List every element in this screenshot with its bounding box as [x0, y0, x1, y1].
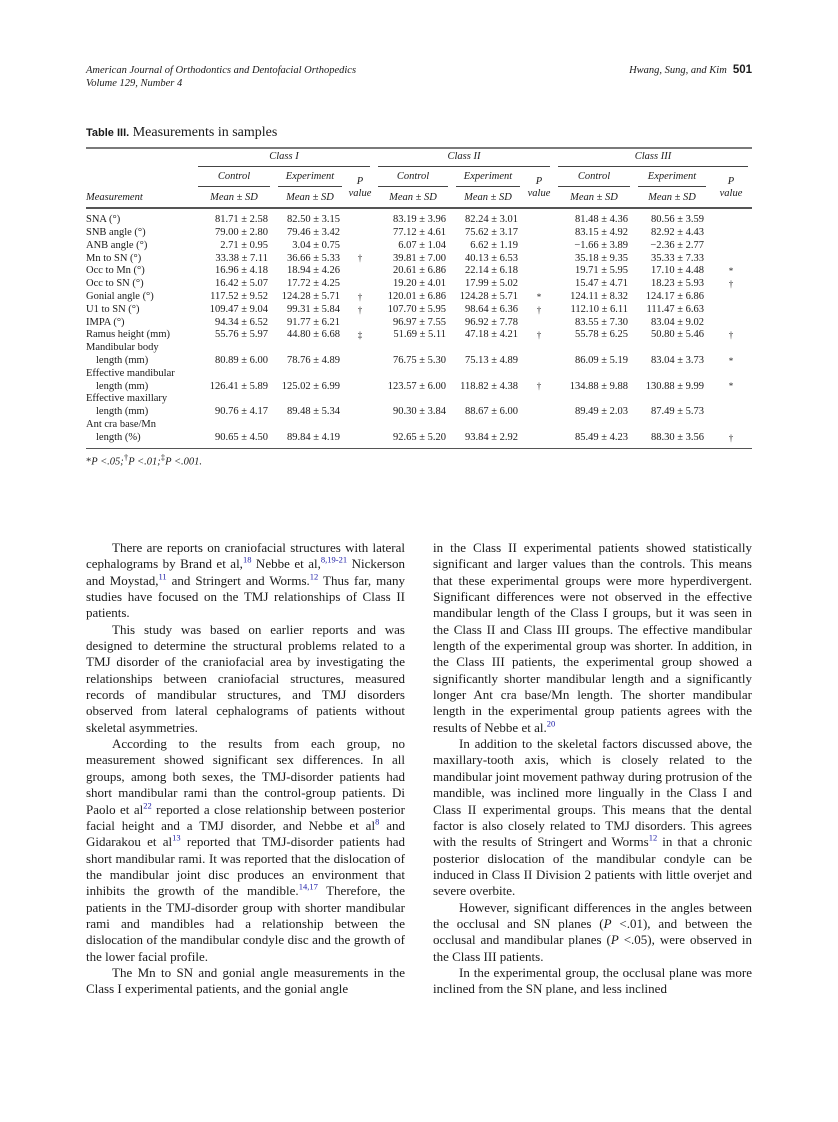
reference-link[interactable]: 18 — [242, 555, 252, 566]
experiment-mean-sd: 82.24 ± 3.01 — [464, 214, 518, 226]
header-class-2: Class II — [378, 151, 550, 167]
page-number: 501 — [732, 64, 752, 76]
p-value-marker — [710, 291, 752, 304]
table-row-label-line — [86, 419, 752, 432]
p-value-marker — [346, 214, 374, 227]
control-mean-sd: 124.11 ± 8.32 — [570, 290, 628, 302]
p-value-marker — [346, 278, 374, 291]
measurement-label: Mandibular body — [86, 342, 159, 354]
table-bottom-rule — [86, 448, 752, 449]
experiment-mean-sd: 111.47 ± 6.63 — [646, 303, 704, 315]
experiment-mean-sd: 80.56 ± 3.59 — [650, 214, 704, 226]
p-value-marker: * — [728, 355, 734, 366]
control-mean-sd: 112.10 ± 6.11 — [570, 303, 628, 315]
p-value-marker — [346, 406, 374, 419]
header-meansd: Mean ± SD — [648, 191, 696, 203]
experiment-mean-sd: 118.82 ± 4.38 — [460, 380, 518, 392]
p-value-marker — [346, 355, 374, 368]
p-value-marker: † — [536, 330, 542, 341]
table-title: Measurements in samples — [132, 125, 278, 140]
control-mean-sd: 109.47 ± 9.04 — [209, 303, 268, 315]
control-mean-sd: 55.76 ± 5.97 — [214, 329, 268, 341]
reference-link[interactable]: 12 — [309, 571, 319, 582]
table-caption — [86, 125, 277, 141]
paragraph: in the Class II experimental patients showed statistically significant and larger values than the controls. This means that these experimental groups were more hyperdivergent. Significant differences were not observed in the effective mandibular length of the Class I groups, but it was seen in the Class II and Class III groups. The effective mandibular length of the experimental group was shorter. In addition, in the Class III patients, the experimental group showed a significantly shorter mandibular length and a significantly longer Ant cra base/Mn length. The shorter mandibular length in the experimental group patients agrees with the results of Nebbe et al.$^{20}$ — [433, 540, 752, 735]
header-experiment-3: Experiment — [638, 171, 706, 187]
p-value-marker — [710, 227, 752, 240]
experiment-mean-sd: 125.02 ± 6.99 — [281, 380, 340, 392]
experiment-mean-sd: 17.10 ± 4.48 — [650, 265, 704, 277]
paragraph: In addition to the skeletal factors discussed above, the maxillary-tooth axis, which is closely related to the mandibular joint movement pathway during protrusion of the mandible, was inclined more lingually in the Class I and Class II experimental groups. This means that the dental factor is also closely related to TMJ disorders. This agrees with the results of Stringert and Worms$^{12}$ in that a chronic posterior dislocation of the mandibular condyle can be induced in Class II Division 2 patients with little overjet and severe overbite. — [433, 736, 752, 899]
control-mean-sd: 80.89 ± 6.00 — [214, 354, 268, 366]
measurement-label: length (mm) — [96, 354, 149, 366]
control-mean-sd: 107.70 ± 5.95 — [387, 303, 446, 315]
header-meansd: Mean ± SD — [210, 191, 258, 203]
header-class-1: Class I — [198, 151, 370, 167]
control-mean-sd: 90.65 ± 4.50 — [214, 431, 268, 443]
experiment-mean-sd: 79.46 ± 3.42 — [286, 226, 340, 238]
p-value-marker — [710, 316, 752, 329]
body-column-right — [433, 540, 752, 998]
p-value-marker — [524, 265, 554, 278]
measurement-label: Mn to SN (°) — [86, 252, 142, 264]
header-row-group — [86, 169, 752, 189]
p-value-marker — [524, 355, 554, 368]
control-mean-sd: 2.71 ± 0.95 — [220, 239, 268, 251]
table-row — [86, 380, 752, 393]
p-value-marker — [346, 380, 374, 393]
control-mean-sd: 20.61 ± 6.86 — [392, 265, 446, 277]
table-label: Table III. — [86, 127, 130, 139]
table-row — [86, 278, 752, 291]
measurement-label: SNA (°) — [86, 214, 121, 226]
experiment-mean-sd: 50.80 ± 5.46 — [650, 329, 704, 341]
running-head-right — [629, 64, 752, 77]
measurement-label: Effective mandibular — [86, 367, 175, 379]
experiment-mean-sd: 124.17 ± 6.86 — [645, 290, 704, 302]
control-mean-sd: 35.18 ± 9.35 — [574, 252, 628, 264]
reference-link[interactable]: 22 — [143, 800, 152, 811]
experiment-mean-sd: −2.36 ± 2.77 — [650, 239, 704, 251]
header-meansd: Mean ± SD — [286, 191, 334, 203]
table-row — [86, 355, 752, 368]
control-mean-sd: 16.96 ± 4.18 — [214, 265, 268, 277]
measurement-label: Effective maxillary — [86, 393, 168, 405]
p-value-marker — [524, 252, 554, 265]
control-mean-sd: 33.38 ± 7.11 — [215, 252, 268, 264]
measurement-label: Ramus height (mm) — [86, 329, 170, 341]
control-mean-sd: 126.41 ± 5.89 — [209, 380, 268, 392]
journal-name: American Journal of Orthodontics and Dentofacial Orthopedics — [86, 65, 357, 76]
table-row — [86, 291, 752, 304]
header-control-3: Control — [558, 171, 630, 187]
p-value-marker — [524, 406, 554, 419]
control-mean-sd: 81.71 ± 2.58 — [214, 214, 268, 226]
experiment-mean-sd: 96.92 ± 7.78 — [464, 316, 518, 328]
experiment-mean-sd: 36.66 ± 5.33 — [286, 252, 340, 264]
control-mean-sd: 16.42 ± 5.07 — [214, 278, 268, 290]
paragraph: According to the results from each group, no measurement showed significant sex differences. In all groups, among both sexes, the TMJ-disorder patients had short mandibular rami than the control-group patients. Di Paolo et al$^{22}$ reported a close relationship between posterior facial height and a TMJ disorder, and Nebbe et al$^8$ and Gidarakou et al$^{13}$ reported that TMJ-disorder patients had short mandibular rami. It was reported that the dislocation of the mandibular joint disc produces an environment that inhibits the growth of the mandible.$^{14,17}$ Therefore, the patients in the TMJ-disorder group with shorter mandibular rami and mandibles had a relationship between the dislocation of the mandibular condyle disc and the growth of the lower facial profile. — [86, 736, 405, 964]
p-value-marker — [710, 240, 752, 253]
paragraph: There are reports on craniofacial structures with lateral cephalograms by Brand et al,$^{18}$ Nebbe et al,$^{8,19-21}$ Nickerson and Moystad,$^{11}$ and Stringert and Worms.$^{12}$ Thus far, many studies have focused on the TMJ relationships of Class II patients. — [86, 540, 405, 621]
table-row-label-line — [86, 342, 752, 355]
control-mean-sd: 51.69 ± 5.11 — [393, 329, 446, 341]
p-value-marker — [710, 304, 752, 317]
table-row — [86, 240, 752, 253]
header-control-1: Control — [198, 171, 270, 187]
reference-link[interactable]: 13 — [172, 832, 181, 843]
reference-link[interactable]: 14,17 — [298, 881, 318, 892]
p-value-marker — [346, 316, 374, 329]
control-mean-sd: 79.00 ± 2.80 — [214, 226, 268, 238]
table-row — [86, 406, 752, 419]
header-p-1a: P — [356, 175, 364, 187]
control-mean-sd: −1.66 ± 3.89 — [574, 239, 628, 251]
control-mean-sd: 39.81 ± 7.00 — [392, 252, 446, 264]
header-p-1b: value — [348, 188, 372, 199]
table-row — [86, 432, 752, 445]
experiment-mean-sd: 87.49 ± 5.73 — [650, 406, 704, 418]
control-mean-sd: 83.15 ± 4.92 — [574, 226, 628, 238]
table-row — [86, 252, 752, 265]
p-value-marker: † — [357, 304, 363, 315]
table-row-label-line — [86, 368, 752, 381]
data-table — [86, 149, 752, 444]
experiment-mean-sd: 83.04 ± 9.02 — [650, 316, 704, 328]
measurement-label: length (mm) — [96, 406, 149, 418]
experiment-mean-sd: 124.28 ± 5.71 — [459, 290, 518, 302]
p-value-marker — [346, 432, 374, 445]
p-value-marker: † — [728, 432, 734, 443]
experiment-mean-sd: 40.13 ± 6.53 — [464, 252, 518, 264]
table-row — [86, 304, 752, 317]
paragraph: This study was based on earlier reports and was designed to determine the structural problems related to a TMJ disorder of the craniofacial area by investigating the relationships between craniofacial structures, measured records of mandibular structures, and TMJ disorders observed from lateral cephalograms of patients without skeletal asymmetries. — [86, 621, 405, 735]
table-row — [86, 227, 752, 240]
header-experiment-2: Experiment — [456, 171, 520, 187]
control-mean-sd: 96.97 ± 7.55 — [392, 316, 446, 328]
p-value-marker — [524, 316, 554, 329]
experiment-mean-sd: 124.28 ± 5.71 — [281, 290, 340, 302]
experiment-mean-sd: 22.14 ± 6.18 — [464, 265, 518, 277]
experiment-mean-sd: 3.04 ± 0.75 — [292, 239, 340, 251]
experiment-mean-sd: 91.77 ± 6.21 — [286, 316, 340, 328]
header-p-2b: value — [527, 188, 551, 199]
control-mean-sd: 76.75 ± 5.30 — [392, 354, 446, 366]
experiment-mean-sd: 89.84 ± 4.19 — [286, 431, 340, 443]
p-value-marker — [524, 214, 554, 227]
measurement-label: length (mm) — [96, 380, 149, 392]
control-mean-sd: 89.49 ± 2.03 — [574, 406, 628, 418]
experiment-mean-sd: 93.84 ± 2.92 — [464, 431, 518, 443]
p-value-marker — [346, 265, 374, 278]
control-mean-sd: 92.65 ± 5.20 — [392, 431, 446, 443]
experiment-mean-sd: 44.80 ± 6.68 — [286, 329, 340, 341]
control-mean-sd: 86.09 ± 5.19 — [574, 354, 628, 366]
p-value-marker: † — [728, 278, 734, 289]
control-mean-sd: 85.49 ± 4.23 — [574, 431, 628, 443]
measurement-label: Ant cra base/Mn — [86, 418, 156, 430]
p-value-marker: ‡ — [357, 330, 363, 341]
reference-link[interactable]: 20 — [546, 718, 556, 729]
experiment-mean-sd: 83.04 ± 3.73 — [650, 354, 704, 366]
experiment-mean-sd: 18.23 ± 5.93 — [650, 278, 704, 290]
experiment-mean-sd: 47.18 ± 4.21 — [464, 329, 518, 341]
experiment-mean-sd: 89.48 ± 5.34 — [286, 406, 340, 418]
control-mean-sd: 77.12 ± 4.61 — [392, 226, 446, 238]
control-mean-sd: 15.47 ± 4.71 — [574, 278, 628, 290]
control-mean-sd: 123.57 ± 6.00 — [387, 380, 446, 392]
experiment-mean-sd: 75.62 ± 3.17 — [464, 226, 518, 238]
reference-link[interactable]: 11 — [158, 571, 167, 582]
experiment-mean-sd: 98.64 ± 6.36 — [464, 303, 518, 315]
table-row — [86, 316, 752, 329]
control-mean-sd: 19.20 ± 4.01 — [392, 278, 446, 290]
p-value-marker: † — [536, 381, 542, 392]
control-mean-sd: 81.48 ± 4.36 — [574, 214, 628, 226]
p-value-marker — [346, 240, 374, 253]
p-value-marker — [524, 227, 554, 240]
p-value-marker — [710, 252, 752, 265]
header-p-2a: P — [535, 175, 543, 187]
experiment-mean-sd: 35.33 ± 7.33 — [650, 252, 704, 264]
body-column-left — [86, 540, 405, 998]
table-row-label-line — [86, 393, 752, 406]
control-mean-sd: 6.07 ± 1.04 — [398, 239, 446, 251]
journal-volume: Volume 129, Number 4 — [86, 78, 183, 89]
header-row-meansd — [86, 189, 752, 207]
control-mean-sd: 120.01 ± 6.86 — [387, 290, 446, 302]
p-value-marker: † — [357, 253, 363, 264]
measurement-label: Occ to Mn (°) — [86, 265, 145, 277]
paragraph: In the experimental group, the occlusal plane was more inclined from the SN plane, and less inclined — [433, 964, 752, 997]
p-value-marker: † — [728, 330, 734, 341]
measurement-label: U1 to SN (°) — [86, 303, 140, 315]
control-mean-sd: 55.78 ± 6.25 — [574, 329, 628, 341]
measurement-label: Gonial angle (°) — [86, 290, 154, 302]
measurements-table — [86, 147, 752, 468]
experiment-mean-sd: 78.76 ± 4.89 — [286, 354, 340, 366]
measurement-label: SNB angle (°) — [86, 226, 146, 238]
p-value-marker: * — [536, 291, 542, 302]
p-value-marker — [710, 406, 752, 419]
header-p-3a: P — [727, 175, 735, 187]
measurement-label: ANB angle (°) — [86, 239, 148, 251]
header-class-3: Class III — [558, 151, 748, 167]
p-value-marker — [346, 227, 374, 240]
p-value-marker — [524, 240, 554, 253]
experiment-mean-sd: 82.92 ± 4.43 — [650, 226, 704, 238]
control-mean-sd: 90.30 ± 3.84 — [392, 406, 446, 418]
reference-link[interactable]: 12 — [648, 832, 658, 843]
table-footnote: *P <.05;†P <.01;‡P <.001. — [86, 452, 203, 468]
reference-link[interactable]: 8 — [375, 816, 380, 827]
experiment-mean-sd: 17.99 ± 5.02 — [464, 278, 518, 290]
p-value-marker — [710, 214, 752, 227]
p-value-marker: † — [536, 304, 542, 315]
running-head-left — [86, 64, 356, 90]
p-value-marker: * — [728, 381, 734, 392]
experiment-mean-sd: 88.30 ± 3.56 — [650, 431, 704, 443]
control-mean-sd: 94.34 ± 6.52 — [214, 316, 268, 328]
table-row — [86, 214, 752, 227]
experiment-mean-sd: 6.62 ± 1.19 — [470, 239, 518, 251]
control-mean-sd: 134.88 ± 9.88 — [569, 380, 628, 392]
experiment-mean-sd: 75.13 ± 4.89 — [464, 354, 518, 366]
paragraph: The Mn to SN and gonial angle measurements in the Class I experimental patients, and the gonial angle — [86, 964, 405, 997]
control-mean-sd: 83.55 ± 7.30 — [574, 316, 628, 328]
experiment-mean-sd: 130.88 ± 9.99 — [645, 380, 704, 392]
paragraph: However, significant differences in the angles between the occlusal and SN planes (P <.01), and between the occlusal and mandibular planes (P <.05), were observed in the Class III patients. — [433, 899, 753, 964]
control-mean-sd: 19.71 ± 5.95 — [574, 265, 628, 277]
authors: Hwang, Sung, and Kim — [629, 65, 727, 76]
header-row-class — [86, 149, 752, 169]
experiment-mean-sd: 18.94 ± 4.26 — [286, 265, 340, 277]
header-meansd: Mean ± SD — [464, 191, 512, 203]
control-mean-sd: 83.19 ± 3.96 — [392, 214, 446, 226]
p-value-marker: * — [728, 266, 734, 277]
header-experiment-1: Experiment — [278, 171, 342, 187]
measurement-label: length (%) — [96, 431, 141, 443]
control-mean-sd: 90.76 ± 4.17 — [214, 406, 268, 418]
p-value-marker — [524, 278, 554, 291]
reference-link[interactable]: 8,19-21 — [320, 555, 348, 566]
control-mean-sd: 117.52 ± 9.52 — [210, 290, 268, 302]
measurement-label: IMPA (°) — [86, 316, 125, 328]
measurement-label: Occ to SN (°) — [86, 278, 144, 290]
header-meansd: Mean ± SD — [389, 191, 437, 203]
experiment-mean-sd: 82.50 ± 3.15 — [286, 214, 340, 226]
p-value-marker — [524, 432, 554, 445]
table-body — [86, 214, 752, 444]
header-meansd: Mean ± SD — [570, 191, 618, 203]
experiment-mean-sd: 88.67 ± 6.00 — [464, 406, 518, 418]
header-p-3b: value — [719, 188, 743, 199]
experiment-mean-sd: 17.72 ± 4.25 — [286, 278, 340, 290]
table-row — [86, 265, 752, 278]
p-value-marker: † — [357, 291, 363, 302]
header-control-2: Control — [378, 171, 448, 187]
table-row — [86, 329, 752, 342]
header-measurement: Measurement — [86, 191, 143, 203]
experiment-mean-sd: 99.31 ± 5.84 — [286, 303, 340, 315]
